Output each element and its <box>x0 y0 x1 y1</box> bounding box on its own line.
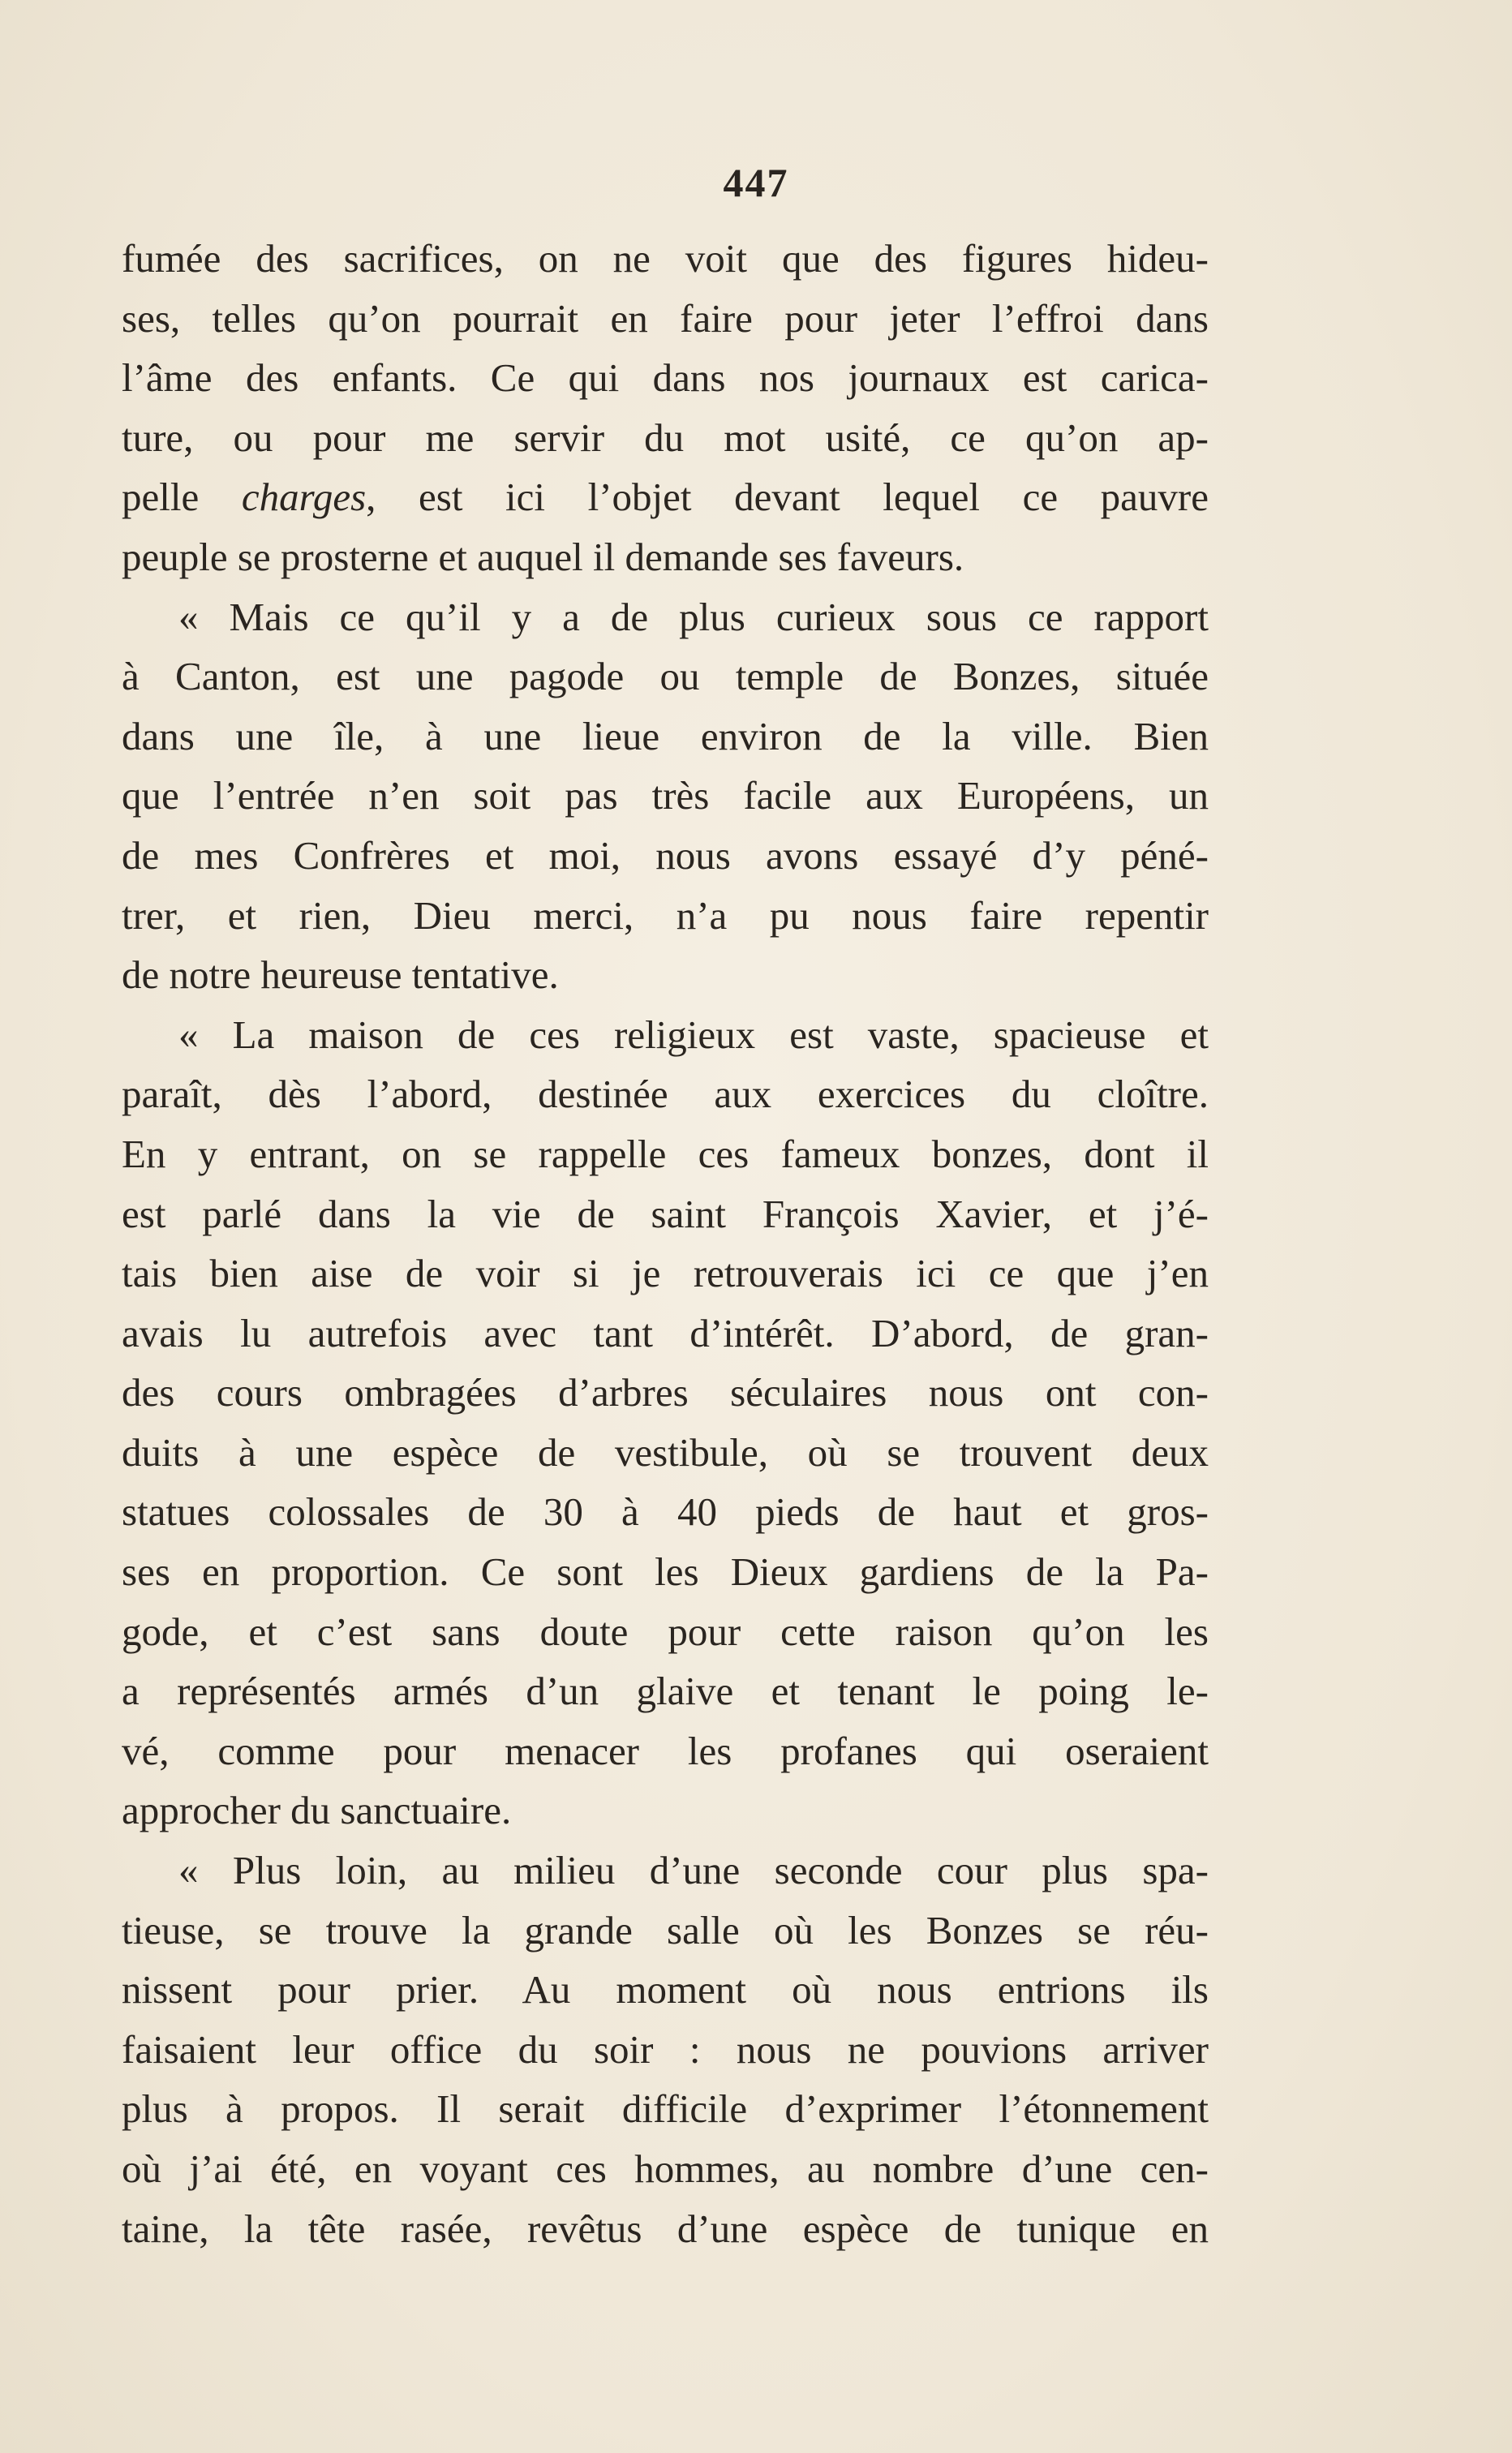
text-line: trer, et rien, Dieu merci, n’a pu nous faire repentir <box>122 892 1209 938</box>
text-line: « La maison de ces religieux est vaste, spacieuse et <box>178 1012 1209 1057</box>
text-line: ses en proportion. Ce sont les Dieux gardiens de la Pa- <box>122 1549 1209 1595</box>
text-line: peuple se prosterne et auquel il demande ses faveurs. <box>122 534 964 579</box>
page-number: 447 <box>723 160 789 205</box>
text-segment: , est ici l’objet devant lequel ce pauvre <box>366 475 1209 520</box>
text-line: En y entrant, on se rappelle ces fameux bonzes, dont il <box>122 1131 1209 1176</box>
text-line: « Mais ce qu’il y a de plus curieux sous ce rapport <box>178 594 1209 639</box>
text-line: que l’entrée n’en soit pas très facile aux Européens, un <box>122 773 1209 818</box>
text-line: paraît, dès l’abord, destinée aux exercices du cloître. <box>122 1072 1209 1117</box>
text-line <box>122 467 1209 527</box>
text-line: est parlé dans la vie de saint François Xavier, et j’é- <box>122 1191 1209 1236</box>
text-line: fumée des sacrifices, on ne voit que des figures hideu- <box>122 236 1209 281</box>
text-line: dans une île, à une lieue environ de la ville. Bien <box>122 713 1209 758</box>
text-line: gode, et c’est sans doute pour cette raison qu’on les <box>122 1609 1209 1654</box>
text-line: taine, la tête rasée, revêtus d’une espèce de tunique en <box>122 2206 1209 2251</box>
text-line: à Canton, est une pagode ou temple de Bonzes, située <box>122 654 1209 699</box>
text-line: l’âme des enfants. Ce qui dans nos journaux est carica- <box>122 355 1209 401</box>
text-line: « Plus loin, au milieu d’une seconde cour plus spa- <box>178 1848 1209 1893</box>
text-line: avais lu autrefois avec tant d’intérêt. D’abord, de gran- <box>122 1310 1209 1355</box>
text-line: nissent pour prier. Au moment où nous entrions ils <box>122 1967 1209 2013</box>
text-line: tais bien aise de voir si je retrouverais ici ce que j’en <box>122 1251 1209 1296</box>
body-text <box>122 229 1209 2258</box>
text-line: de notre heureuse tentative. <box>122 952 559 998</box>
text-line: des cours ombragées d’arbres séculaires nous ont con- <box>122 1370 1209 1416</box>
text-line: statues colossales de 30 à 40 pieds de haut et gros- <box>122 1489 1209 1535</box>
text-line: ture, ou pour me servir du mot usité, ce qu’on ap- <box>122 415 1209 460</box>
text-line: vé, comme pour menacer les profanes qui oseraient <box>122 1728 1209 1773</box>
text-line: approcher du sanctuaire. <box>122 1788 512 1833</box>
italic-term: charges <box>241 475 367 520</box>
text-line: a représentés armés d’un glaive et tenant le poing le- <box>122 1669 1209 1714</box>
text-line: de mes Confrères et moi, nous avons essayé d’y péné- <box>122 832 1209 878</box>
text-line: plus à propos. Il serait difficile d’exprimer l’étonnement <box>122 2086 1209 2132</box>
text-segment: pelle <box>122 475 242 520</box>
text-line: faisaient leur office du soir : nous ne pouvions arriver <box>122 2026 1209 2072</box>
text-line: duits à une espèce de vestibule, où se trouvent deux <box>122 1429 1209 1475</box>
text-line: où j’ai été, en voyant ces hommes, au nombre d’une cen- <box>122 2146 1209 2191</box>
text-line: tieuse, se trouve la grande salle où les Bonzes se réu- <box>122 1907 1209 1953</box>
text-line: ses, telles qu’on pourrait en faire pour jeter l’effroi dans <box>122 295 1209 341</box>
